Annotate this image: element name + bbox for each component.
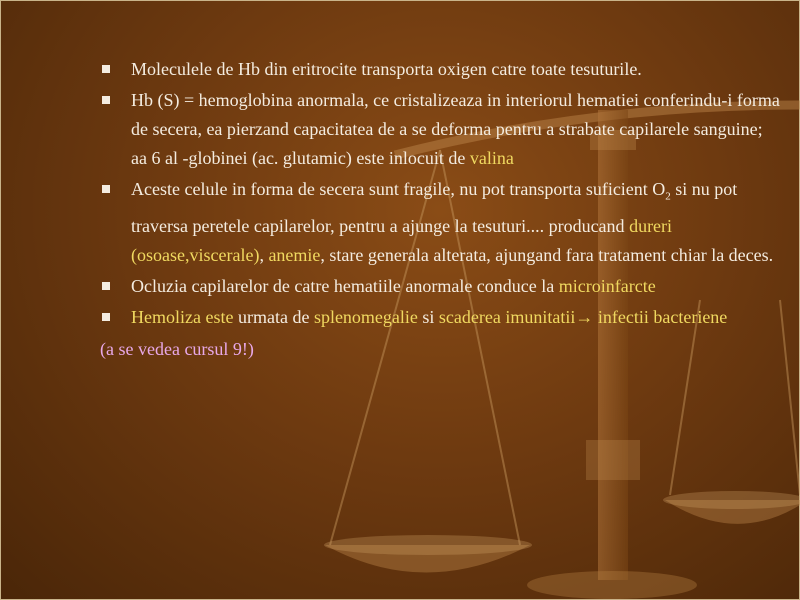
text-run: 2 (665, 190, 671, 203)
bullet-text (131, 276, 656, 296)
highlighted-term: → (575, 306, 594, 327)
text-run: urmata de (233, 306, 314, 327)
highlighted-term: valina (469, 148, 514, 168)
course-reference: (a se vedea cursul 9!) (100, 338, 254, 359)
highlighted-term: scaderea imunitatii (438, 306, 576, 327)
highlighted-term: infectii bacteriene (593, 306, 728, 327)
text-run: Ocluzia capilarelor de catre hematiile anormale conduce la (131, 275, 559, 296)
highlighted-term: Hemoliza este (131, 306, 234, 327)
bullet-item (100, 303, 780, 332)
bullet-item (100, 175, 780, 270)
bullet-text (131, 307, 727, 327)
bullet-text (131, 90, 780, 168)
square-bullet-icon (102, 313, 110, 321)
text-run: Moleculele de Hb din eritrocite transporta oxigen catre toate tesuturile. (131, 59, 642, 79)
square-bullet-icon (102, 282, 110, 290)
square-bullet-icon (102, 96, 110, 104)
text-run: Aceste celule in forma de secera sunt fragile, nu pot transporta suficient O (131, 179, 666, 199)
text-run: si (417, 306, 439, 327)
bullet-text (131, 59, 642, 79)
square-bullet-icon (102, 185, 110, 193)
bullet-item (100, 55, 780, 84)
text-run: Hb (S) = hemoglobina anormala, ce cristalizeaza in interiorul hematiei conferindu-i forma de secera, ea pierzand capacitatea de a se deforma pentru a strabate capilarele sanguine; aa 6 al -globinei (ac. glutamic) este inlocuit de (131, 90, 780, 168)
highlighted-term: splenomegalie (313, 306, 418, 327)
bullet-list (100, 55, 780, 332)
bullet-item (100, 86, 780, 173)
highlighted-term: microinfarcte (558, 275, 656, 296)
text-run: si nu pot traversa peretele capilarelor, pentru a ajunge la tesuturi.... producand (131, 179, 738, 236)
square-bullet-icon (102, 65, 110, 73)
bullet-item (100, 272, 780, 301)
slide-content (100, 55, 780, 364)
highlighted-term: anemie (268, 244, 321, 265)
text-run: , (259, 244, 269, 265)
bullet-text (131, 179, 773, 265)
highlighted-term: dureri (osoase,viscerale) (131, 215, 673, 265)
text-run: , stare generala alterata, ajungand fara tratament chiar la deces. (320, 244, 774, 265)
